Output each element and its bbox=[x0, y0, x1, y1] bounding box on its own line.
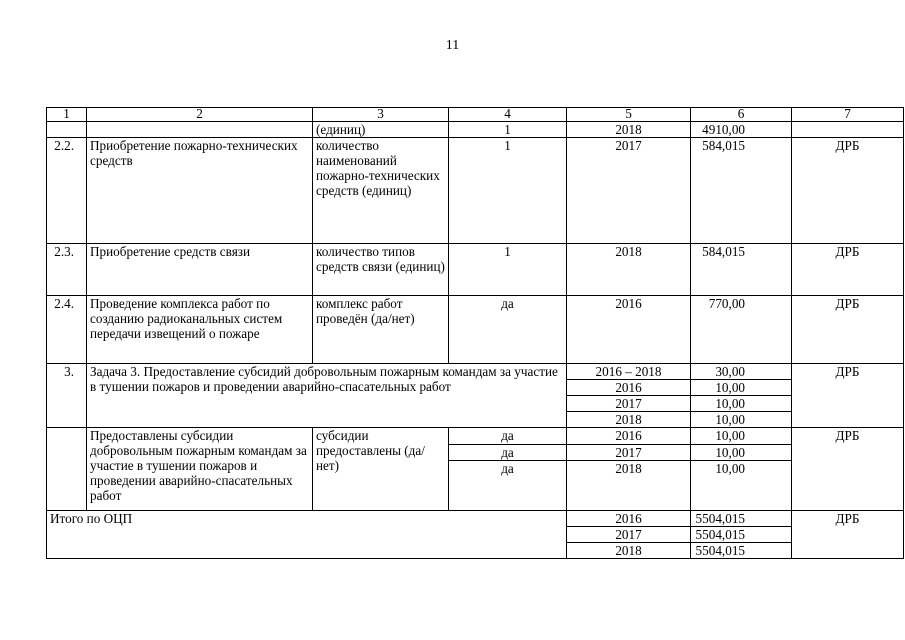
cell-number: 2.3. bbox=[47, 244, 87, 296]
total-label: Итого по ОЦП bbox=[47, 511, 567, 559]
cell-source: ДРБ bbox=[792, 428, 904, 511]
cell-amount: 770,00 bbox=[691, 296, 792, 364]
budget-table bbox=[46, 107, 904, 559]
cell-amount: 10,00 bbox=[691, 461, 792, 511]
cell-task: Задача 3. Предоставление субсидий добровольным пожарным командам за участие в тушении пожаров и проведении аварийно-спасательных работ bbox=[87, 364, 567, 428]
cell-indicator: комплекс работ проведён (да/нет) bbox=[313, 296, 449, 364]
cell-target: да bbox=[449, 461, 567, 511]
table-row bbox=[47, 122, 904, 138]
cell-year: 2018 bbox=[567, 244, 691, 296]
cell-amount: 5504,015 bbox=[691, 543, 792, 559]
cell-source bbox=[792, 122, 904, 138]
cell-name: Приобретение пожарно-технических средств bbox=[87, 138, 313, 244]
cell-source: ДРБ bbox=[792, 138, 904, 244]
cell-target: 1 bbox=[449, 122, 567, 138]
table-row bbox=[47, 428, 904, 445]
cell-amount: 10,00 bbox=[691, 396, 792, 412]
header-cell: 7 bbox=[792, 108, 904, 122]
cell-number: 2.4. bbox=[47, 296, 87, 364]
header-cell: 2 bbox=[87, 108, 313, 122]
cell-number bbox=[47, 122, 87, 138]
cell-name bbox=[87, 122, 313, 138]
cell-year: 2016 bbox=[567, 428, 691, 445]
cell-year: 2018 bbox=[567, 461, 691, 511]
cell-year: 2018 bbox=[567, 122, 691, 138]
cell-target: да bbox=[449, 428, 567, 445]
table-row bbox=[47, 138, 904, 244]
cell-amount: 30,00 bbox=[691, 364, 792, 380]
cell-amount: 10,00 bbox=[691, 444, 792, 461]
table-row bbox=[47, 364, 904, 380]
cell-source: ДРБ bbox=[792, 364, 904, 428]
cell-year: 2016 bbox=[567, 511, 691, 527]
header-cell: 5 bbox=[567, 108, 691, 122]
cell-year: 2016 bbox=[567, 296, 691, 364]
cell-source: ДРБ bbox=[792, 244, 904, 296]
cell-amount: 584,015 bbox=[691, 138, 792, 244]
header-row bbox=[47, 108, 904, 122]
cell-indicator: количество типов средств связи (единиц) bbox=[313, 244, 449, 296]
cell-amount: 10,00 bbox=[691, 380, 792, 396]
header-cell: 6 bbox=[691, 108, 792, 122]
cell-amount: 4910,00 bbox=[691, 122, 792, 138]
cell-number: 2.2. bbox=[47, 138, 87, 244]
total-row bbox=[47, 511, 904, 527]
header-cell: 1 bbox=[47, 108, 87, 122]
table-row bbox=[47, 244, 904, 296]
cell-year: 2017 bbox=[567, 527, 691, 543]
cell-source: ДРБ bbox=[792, 296, 904, 364]
cell-number: 3. bbox=[47, 364, 87, 428]
cell-target: да bbox=[449, 296, 567, 364]
cell-indicator: (единиц) bbox=[313, 122, 449, 138]
cell-year: 2017 bbox=[567, 138, 691, 244]
page-number: 11 bbox=[445, 38, 460, 53]
cell-source: ДРБ bbox=[792, 511, 904, 559]
cell-name: Приобретение средств связи bbox=[87, 244, 313, 296]
header-cell: 4 bbox=[449, 108, 567, 122]
cell-number bbox=[47, 428, 87, 511]
cell-amount: 10,00 bbox=[691, 428, 792, 445]
cell-name: Предоставлены субсидии добровольным пожарным командам за участие в тушении пожаров и проведении аварийно-спасательных работ bbox=[87, 428, 313, 511]
cell-name: Проведение комплекса работ по созданию радиоканальных систем передачи извещений о пожаре bbox=[87, 296, 313, 364]
cell-year: 2018 bbox=[567, 412, 691, 428]
cell-target: 1 bbox=[449, 138, 567, 244]
cell-year: 2016 – 2018 bbox=[567, 364, 691, 380]
cell-year: 2017 bbox=[567, 444, 691, 461]
cell-amount: 10,00 bbox=[691, 412, 792, 428]
cell-target: 1 bbox=[449, 244, 567, 296]
cell-amount: 5504,015 bbox=[691, 527, 792, 543]
cell-year: 2018 bbox=[567, 543, 691, 559]
cell-indicator: количество наименований пожарно-технических средств (единиц) bbox=[313, 138, 449, 244]
cell-amount: 584,015 bbox=[691, 244, 792, 296]
header-cell: 3 bbox=[313, 108, 449, 122]
cell-indicator: субсидии предоставлены (да/нет) bbox=[313, 428, 449, 511]
cell-year: 2017 bbox=[567, 396, 691, 412]
cell-amount: 5504,015 bbox=[691, 511, 792, 527]
cell-year: 2016 bbox=[567, 380, 691, 396]
table-row bbox=[47, 296, 904, 364]
cell-target: да bbox=[449, 444, 567, 461]
